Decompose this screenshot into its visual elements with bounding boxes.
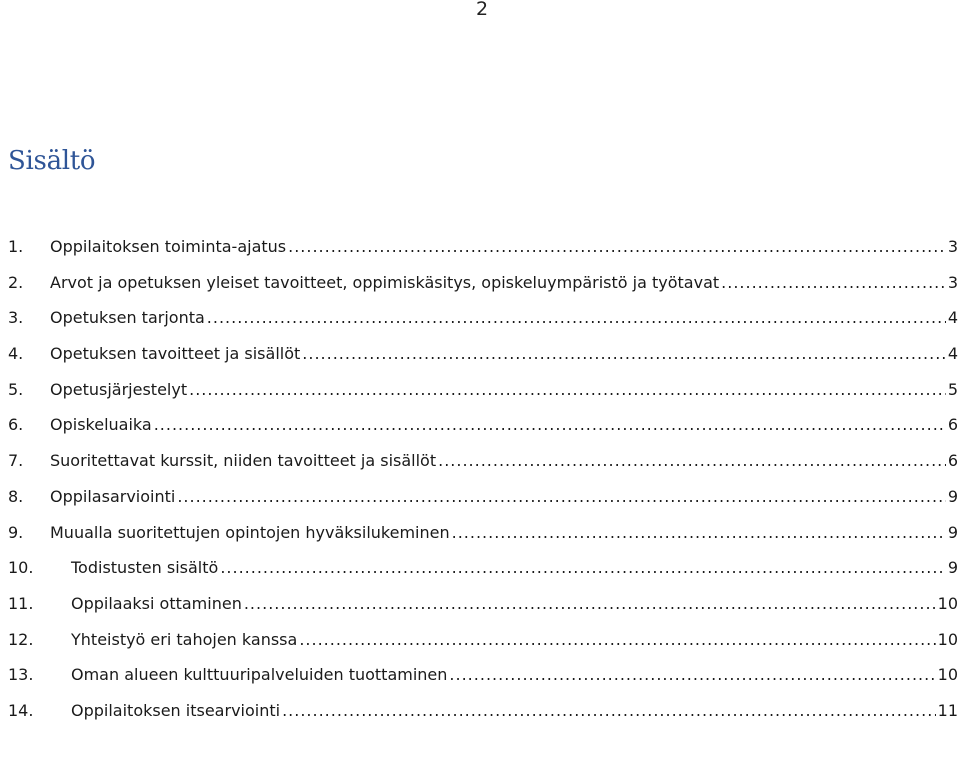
- toc-entry-title: Oppilaitoksen toiminta-ajatus: [50, 237, 287, 256]
- toc-entry-title: Oman alueen kulttuuripalveluiden tuottaminen: [71, 665, 448, 685]
- toc-entry-page: 3: [947, 272, 958, 292]
- toc-entry-number: 7.: [8, 451, 24, 471]
- toc-entry-page: 6: [947, 451, 958, 471]
- toc-entry[interactable]: [8, 550, 958, 586]
- toc-entry-page: 9: [947, 522, 958, 542]
- toc-entry-title: Opiskeluaika: [50, 415, 152, 435]
- toc-entry-title: Opetuksen tarjonta: [50, 308, 205, 328]
- toc-entry-page: 10: [937, 593, 958, 613]
- toc-entry-title: Oppilasarviointi: [50, 486, 176, 506]
- table-of-contents: [8, 229, 958, 729]
- toc-entry-number: 13.: [8, 665, 34, 685]
- toc-entry-number: 10.: [8, 558, 34, 578]
- toc-entry-number: 12.: [8, 629, 34, 649]
- toc-entry[interactable]: [8, 515, 958, 551]
- toc-entry-title: Opetuksen tavoitteet ja sisällöt: [50, 344, 301, 364]
- toc-dot-leader: [154, 407, 946, 443]
- toc-entry-number: 5.: [8, 379, 24, 399]
- toc-entry-page: 4: [947, 308, 958, 328]
- toc-dot-leader: [177, 479, 945, 515]
- toc-entry[interactable]: [8, 407, 958, 443]
- toc-entry-title: Oppilaitoksen itsearviointi: [71, 700, 281, 720]
- toc-entry-page: 4: [947, 344, 958, 364]
- toc-entry[interactable]: [8, 443, 958, 479]
- toc-entry[interactable]: [8, 336, 958, 372]
- toc-dot-leader: [220, 550, 946, 586]
- toc-entry[interactable]: [8, 265, 958, 301]
- toc-entry[interactable]: [8, 372, 958, 408]
- toc-dot-leader: [282, 693, 936, 729]
- toc-entry-number: 3.: [8, 308, 24, 328]
- toc-entry-title: Oppilaaksi ottaminen: [71, 593, 242, 613]
- toc-entry-number: 14.: [8, 700, 34, 720]
- toc-entry[interactable]: [8, 586, 958, 622]
- toc-dot-leader: [302, 336, 946, 372]
- toc-entry-page: 11: [937, 700, 958, 720]
- toc-entry-number: 4.: [8, 344, 24, 364]
- toc-entry-number: 8.: [8, 486, 24, 506]
- toc-entry[interactable]: [8, 622, 958, 658]
- page-number: 2: [475, 0, 489, 20]
- toc-entry-page: 3: [947, 237, 958, 256]
- toc-entry-title: Todistusten sisältö: [71, 558, 219, 578]
- toc-entry-number: 2.: [8, 272, 24, 292]
- toc-entry-page: 10: [937, 629, 958, 649]
- toc-entry-number: 9.: [8, 522, 24, 542]
- toc-entry-title: Yhteistyö eri tahojen kanssa: [71, 629, 298, 649]
- toc-entry-title: Arvot ja opetuksen yleiset tavoitteet, oppimiskäsitys, opiskeluympäristö ja työtavat: [50, 272, 720, 292]
- toc-entry-title: Suoritettavat kurssit, niiden tavoitteet ja sisällöt: [50, 451, 437, 471]
- toc-entry-page: 9: [947, 558, 958, 578]
- toc-dot-leader: [449, 657, 935, 693]
- toc-entry[interactable]: [8, 229, 958, 265]
- toc-entry[interactable]: [8, 479, 958, 515]
- toc-dot-leader: [288, 229, 946, 265]
- toc-entry[interactable]: [8, 657, 958, 693]
- toc-entry-page: 6: [947, 415, 958, 435]
- toc-entry-title: Muualla suoritettujen opintojen hyväksilukeminen: [50, 522, 450, 542]
- toc-heading: Sisältö: [8, 146, 96, 176]
- toc-entry[interactable]: [8, 300, 958, 336]
- toc-entry-title: Opetusjärjestelyt: [50, 379, 188, 399]
- toc-dot-leader: [438, 443, 946, 479]
- toc-dot-leader: [189, 372, 946, 408]
- toc-entry[interactable]: [8, 693, 958, 729]
- toc-dot-leader: [299, 622, 935, 658]
- toc-entry-number: 11.: [8, 593, 34, 613]
- toc-dot-leader: [721, 265, 946, 301]
- toc-dot-leader: [207, 300, 946, 336]
- toc-entry-page: 5: [947, 379, 958, 399]
- toc-dot-leader: [244, 586, 936, 622]
- toc-entry-page: 9: [947, 486, 958, 506]
- toc-dot-leader: [452, 515, 946, 551]
- toc-entry-number: 1.: [8, 237, 24, 256]
- toc-entry-number: 6.: [8, 415, 24, 435]
- toc-entry-page: 10: [937, 665, 958, 685]
